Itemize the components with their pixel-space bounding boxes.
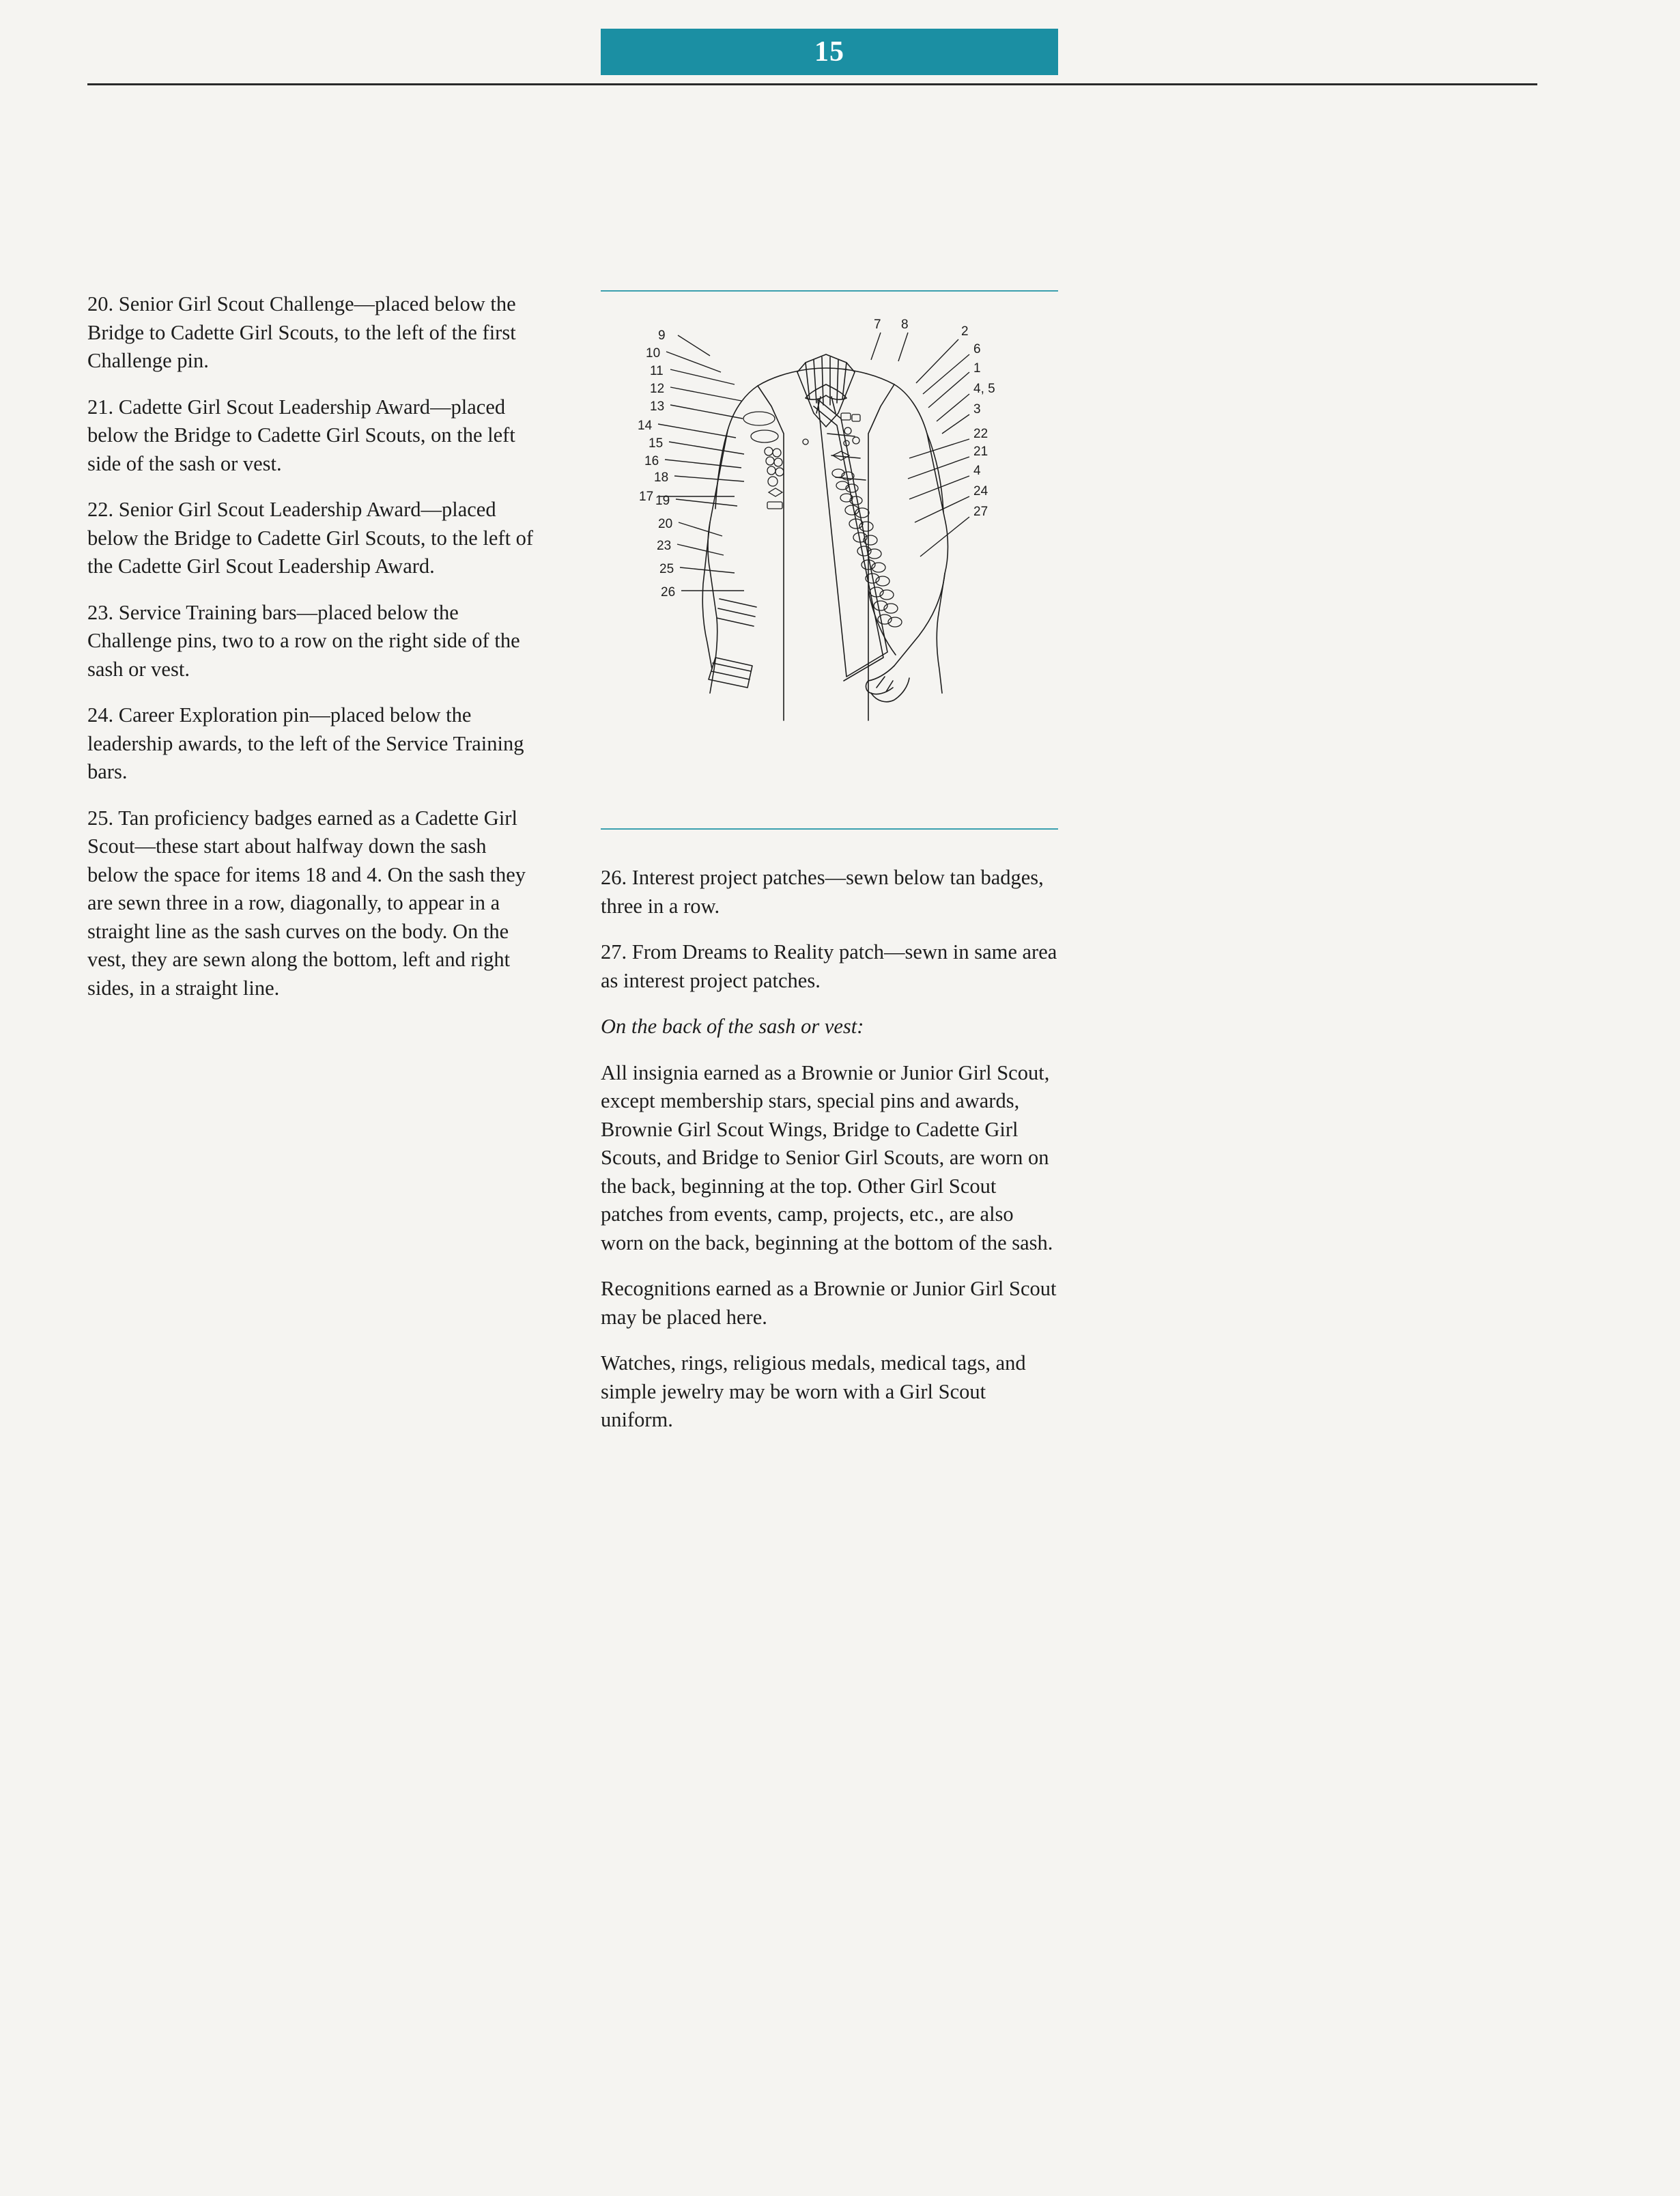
paragraph-20: 20. Senior Girl Scout Challenge—placed below the Bridge to Cadette Girl Scouts, to the left of the first Challenge pin.: [87, 292, 516, 372]
svg-text:25: 25: [659, 562, 674, 576]
figure-bottom-rule: [601, 828, 1058, 830]
back-of-sash-subheading: On the back of the sash or vest:: [601, 1015, 864, 1038]
uniform-diagram-figure: [601, 290, 1058, 830]
svg-text:23: 23: [657, 539, 672, 553]
back-paragraph-2: Recognitions earned as a Brownie or Junior Girl Scout may be placed here.: [601, 1277, 1057, 1329]
svg-text:24: 24: [973, 484, 988, 498]
svg-text:27: 27: [973, 505, 988, 519]
svg-text:21: 21: [973, 445, 988, 459]
paragraph-21: 21. Cadette Girl Scout Leadership Award—placed below the Bridge to Cadette Girl Scouts, on the left side of the sash or vest.: [87, 395, 515, 475]
back-paragraph-1: All insignia earned as a Brownie or Junior Girl Scout, except membership stars, special pins and awards, Brownie Girl Scout Wings, Bridge to Cadette Girl Scouts, and Bridge to Senior Girl Scouts, are worn on the back, beginning at the top. Other Girl Scout patches from events, camp, projects, etc., are also worn on the back, beginning at the bottom of the sash.: [601, 1060, 1053, 1254]
svg-text:9: 9: [658, 328, 666, 343]
paragraph-22: 22. Senior Girl Scout Leadership Award—placed below the Bridge to Cadette Girl Scouts, to the left of the Cadette Girl Scout Leadership Award.: [87, 498, 534, 578]
paragraph-24: 24. Career Exploration pin—placed below the leadership awards, to the left of the Service Training bars.: [87, 703, 524, 783]
svg-text:14: 14: [638, 419, 653, 433]
svg-text:13: 13: [650, 399, 665, 414]
header-divider: [87, 83, 1537, 85]
svg-text:22: 22: [973, 427, 988, 441]
figure-top-rule: [601, 290, 1058, 292]
svg-text:10: 10: [646, 346, 661, 361]
svg-text:7: 7: [874, 318, 881, 332]
svg-text:3: 3: [973, 402, 981, 417]
svg-text:18: 18: [654, 470, 669, 485]
svg-text:19: 19: [655, 494, 670, 508]
paragraph-23: 23. Service Training bars—placed below the Challenge pins, two to a row on the right side of the sash or vest.: [87, 600, 520, 681]
back-paragraph-3: Watches, rings, religious medals, medical tags, and simple jewelry may be worn with a Girl Scout uniform.: [601, 1351, 1026, 1431]
svg-text:16: 16: [644, 454, 659, 468]
svg-text:20: 20: [658, 517, 673, 531]
svg-text:6: 6: [973, 342, 981, 356]
svg-text:1: 1: [973, 361, 981, 376]
svg-text:8: 8: [901, 318, 909, 332]
uniform-illustration: [601, 297, 1058, 823]
paragraph-26: 26. Interest project patches—sewn below tan badges, three in a row.: [601, 866, 1044, 918]
svg-text:11: 11: [650, 364, 664, 378]
svg-text:26: 26: [661, 585, 676, 600]
paragraph-27: 27. From Dreams to Reality patch—sewn in same area as interest project patches.: [601, 940, 1057, 992]
svg-text:12: 12: [650, 382, 665, 396]
paragraph-25: 25. Tan proficiency badges earned as a Cadette Girl Scout—these start about halfway down the sash below the space for items 18 and 4. On the sash they are sewn three in a row, diagonally, to appear in a straight line as the sash curves on the body. On the vest, they are sewn along the bottom, left and right sides, in a straight line.: [87, 806, 526, 1000]
left-text-column: [87, 290, 538, 1002]
right-text-column: [601, 864, 1058, 1435]
page-number: 15: [814, 36, 844, 68]
svg-text:17: 17: [639, 490, 654, 504]
svg-text:4, 5: 4, 5: [973, 382, 995, 396]
svg-text:15: 15: [649, 436, 664, 451]
svg-text:2: 2: [961, 324, 969, 339]
svg-text:4: 4: [973, 464, 981, 478]
